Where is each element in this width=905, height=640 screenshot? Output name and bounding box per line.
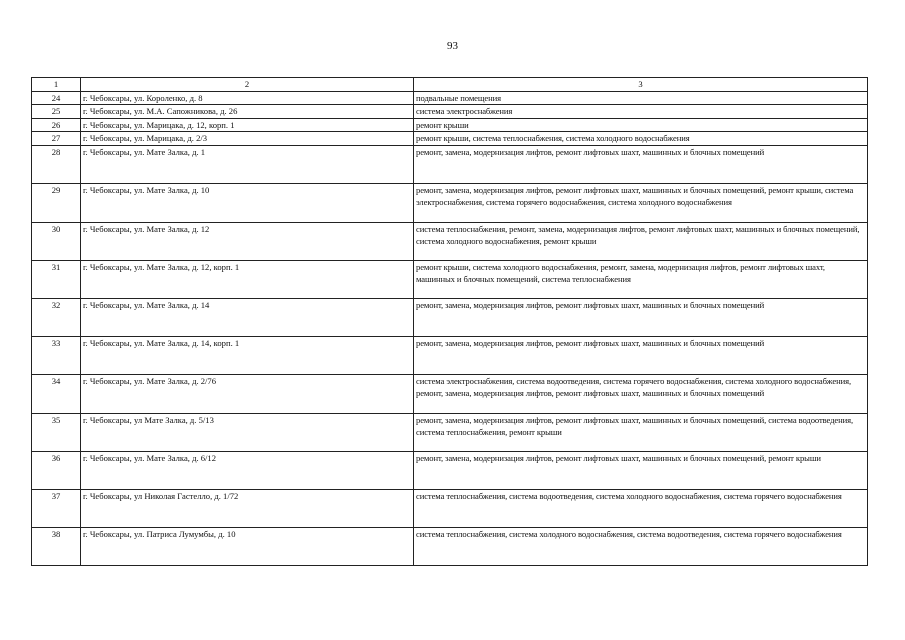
row-address: г. Чебоксары, ул. Марицака, д. 2/3 [81, 132, 414, 146]
row-number: 29 [32, 183, 81, 222]
row-address: г. Чебоксары, ул. Мате Залка, д. 12, корп. 1 [81, 260, 414, 298]
row-number: 32 [32, 298, 81, 336]
row-number: 30 [32, 222, 81, 260]
row-number: 34 [32, 374, 81, 413]
row-number: 25 [32, 105, 81, 119]
row-works: система теплоснабжения, система водоотведения, система холодного водоснабжения, система горячего водоснабжения [414, 489, 868, 527]
table-row [32, 91, 868, 105]
row-number: 37 [32, 489, 81, 527]
row-address: г. Чебоксары, ул. Мате Залка, д. 12 [81, 222, 414, 260]
column-header-number: 1 [32, 78, 81, 92]
row-works: ремонт, замена, модернизация лифтов, ремонт лифтовых шахт, машинных и блочных помещений [414, 336, 868, 374]
row-works: ремонт крыши, система холодного водоснабжения, ремонт, замена, модернизация лифтов, ремонт лифтовых шахт, машинных и блочных помещений, система теплоснабжения [414, 260, 868, 298]
table-row [32, 451, 868, 489]
row-works: ремонт, замена, модернизация лифтов, ремонт лифтовых шахт, машинных и блочных помещений, ремонт крыши [414, 451, 868, 489]
row-works: подвальные помещения [414, 91, 868, 105]
row-works: система электроснабжения, система водоотведения, система горячего водоснабжения, система холодного водоснабжения, ремонт, замена, модернизация лифтов, ремонт лифтовых шахт, машинных и блочных помещений [414, 374, 868, 413]
table-row [32, 413, 868, 451]
row-works: ремонт, замена, модернизация лифтов, ремонт лифтовых шахт, машинных и блочных помещений [414, 298, 868, 336]
table-header-row [32, 78, 868, 92]
row-number: 26 [32, 118, 81, 132]
repair-table [31, 77, 868, 566]
row-works: система электроснабжения [414, 105, 868, 119]
row-address: г. Чебоксары, ул. Мате Залка, д. 10 [81, 183, 414, 222]
row-address: г. Чебоксары, ул Николая Гастелло, д. 1/72 [81, 489, 414, 527]
row-number: 35 [32, 413, 81, 451]
row-number: 24 [32, 91, 81, 105]
row-address: г. Чебоксары, ул. Короленко, д. 8 [81, 91, 414, 105]
row-address: г. Чебоксары, ул. М.А. Сапожникова, д. 26 [81, 105, 414, 119]
row-works: ремонт, замена, модернизация лифтов, ремонт лифтовых шахт, машинных и блочных помещений [414, 145, 868, 183]
table-row [32, 489, 868, 527]
row-address: г. Чебоксары, ул. Мате Залка, д. 2/76 [81, 374, 414, 413]
table-row [32, 118, 868, 132]
table-row [32, 145, 868, 183]
row-works: ремонт крыши [414, 118, 868, 132]
row-works: ремонт, замена, модернизация лифтов, ремонт лифтовых шахт, машинных и блочных помещений, система водоотведения, система теплоснабжения, ремонт крыши [414, 413, 868, 451]
table-row [32, 132, 868, 146]
row-address: г. Чебоксары, ул. Мате Залка, д. 1 [81, 145, 414, 183]
row-number: 28 [32, 145, 81, 183]
row-address: г. Чебоксары, ул. Мате Залка, д. 14 [81, 298, 414, 336]
table-body [32, 91, 868, 565]
table-row [32, 183, 868, 222]
row-address: г. Чебоксары, ул Мате Залка, д. 5/13 [81, 413, 414, 451]
row-address: г. Чебоксары, ул. Мате Залка, д. 6/12 [81, 451, 414, 489]
row-works: система теплоснабжения, ремонт, замена, модернизация лифтов, ремонт лифтовых шахт, машинных и блочных помещений, система холодного водоснабжения, ремонт крыши [414, 222, 868, 260]
table-row [32, 527, 868, 565]
column-header-works: 3 [414, 78, 868, 92]
row-address: г. Чебоксары, ул. Марицака, д. 12, корп. 1 [81, 118, 414, 132]
row-works: ремонт, замена, модернизация лифтов, ремонт лифтовых шахт, машинных и блочных помещений, ремонт крыши, система электроснабжения, система горячего водоснабжения, система холодного водоснабжения [414, 183, 868, 222]
table-row [32, 336, 868, 374]
column-header-address: 2 [81, 78, 414, 92]
table-row [32, 374, 868, 413]
table-row [32, 298, 868, 336]
row-number: 27 [32, 132, 81, 146]
row-works: ремонт крыши, система теплоснабжения, система холодного водоснабжения [414, 132, 868, 146]
row-number: 36 [32, 451, 81, 489]
row-address: г. Чебоксары, ул. Патриса Лумумбы, д. 10 [81, 527, 414, 565]
page-number: 93 [447, 40, 458, 52]
table-row [32, 222, 868, 260]
row-number: 38 [32, 527, 81, 565]
table-row [32, 260, 868, 298]
row-works: система теплоснабжения, система холодного водоснабжения, система водоотведения, система горячего водоснабжения [414, 527, 868, 565]
row-address: г. Чебоксары, ул. Мате Залка, д. 14, корп. 1 [81, 336, 414, 374]
table-row [32, 105, 868, 119]
row-number: 33 [32, 336, 81, 374]
row-number: 31 [32, 260, 81, 298]
